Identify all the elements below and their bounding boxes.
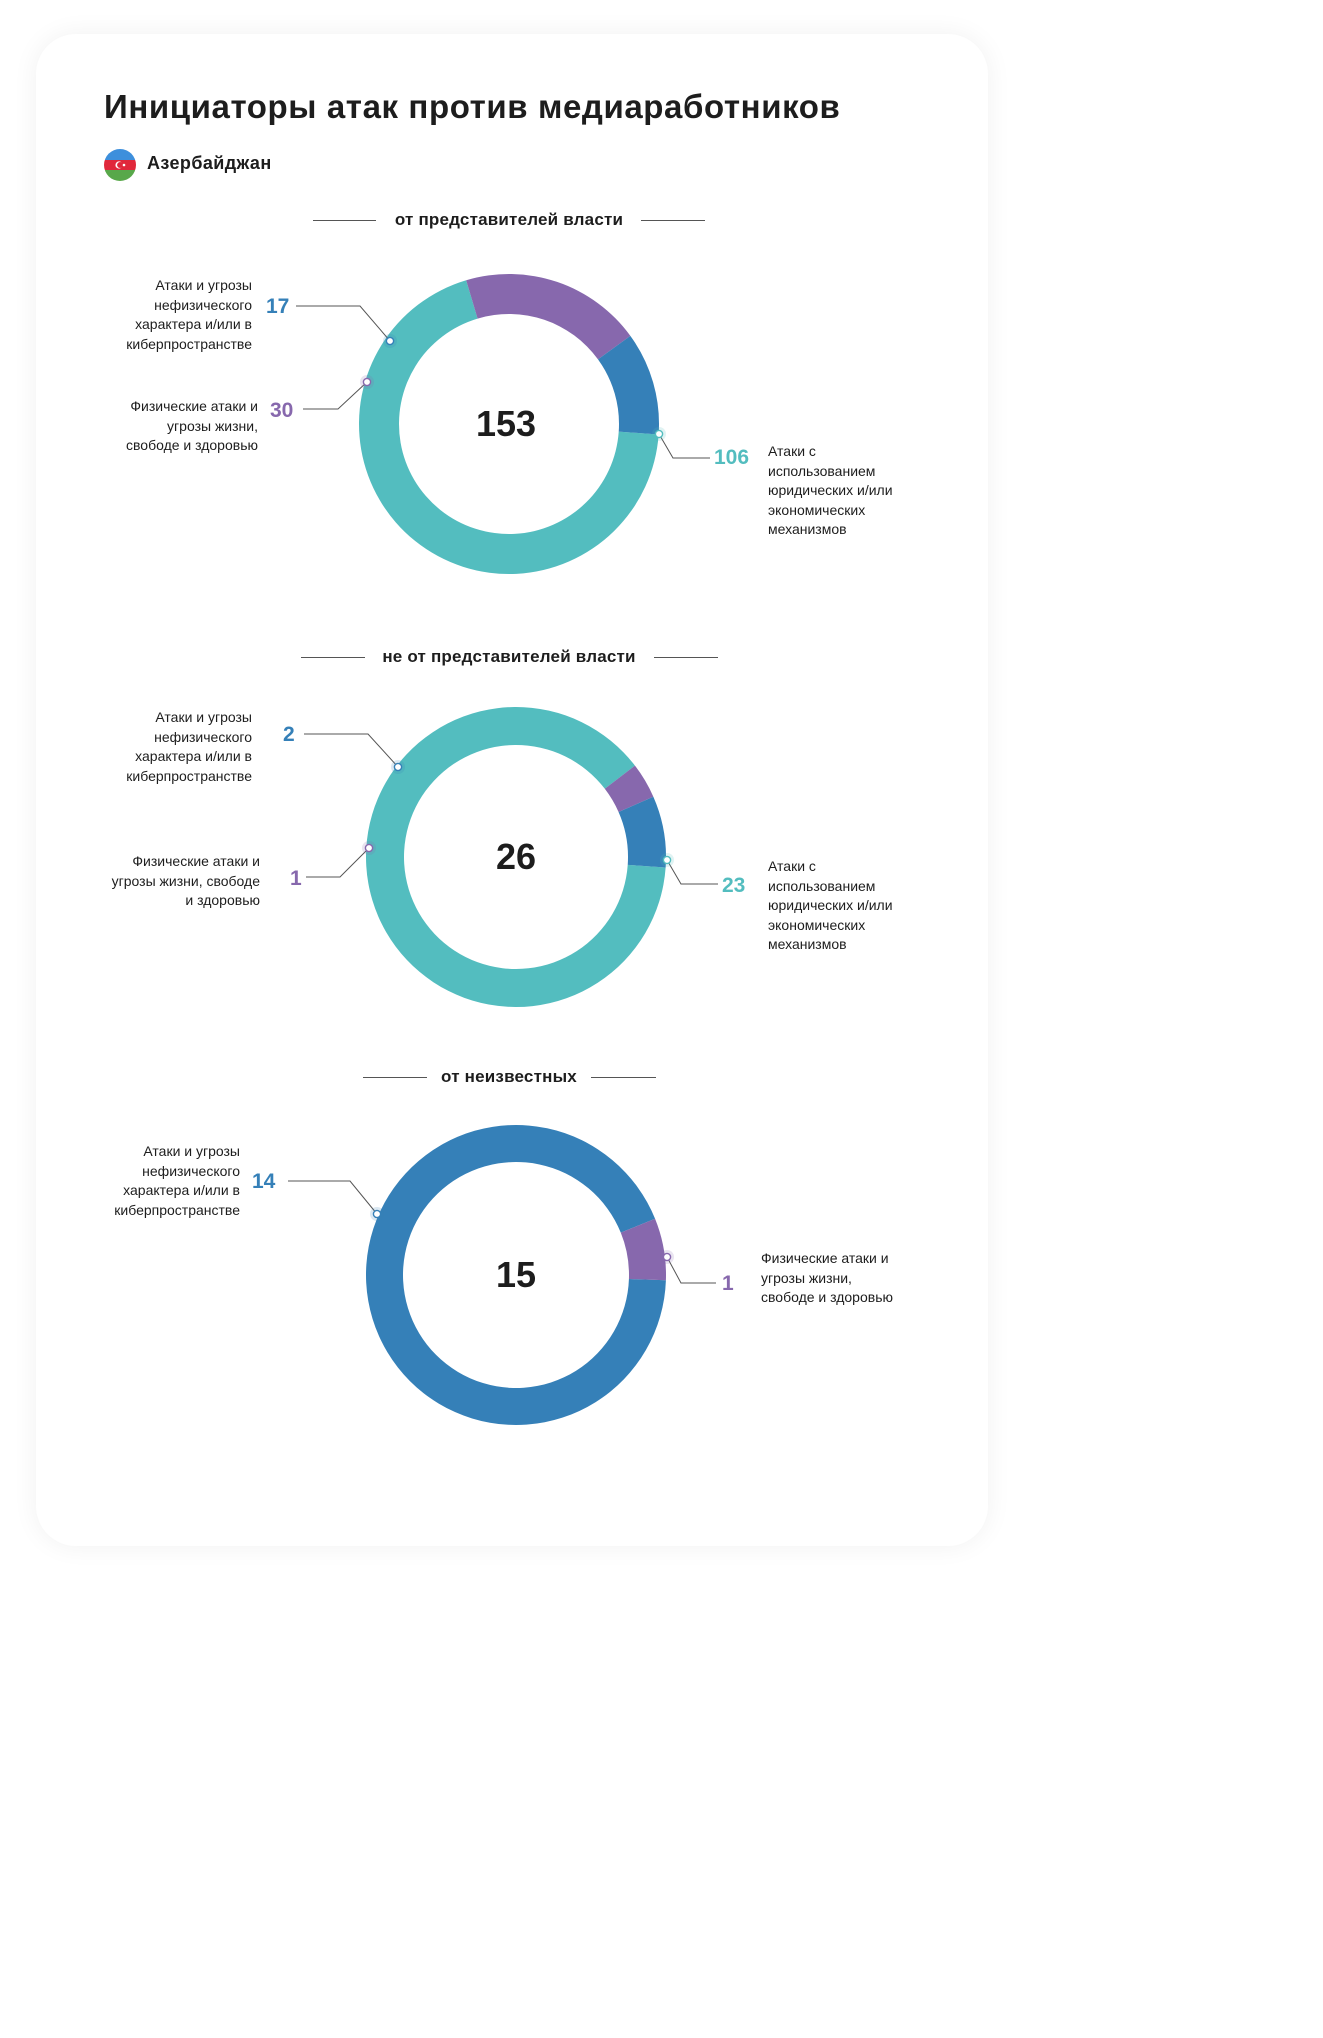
value-non-physical: 2	[283, 723, 295, 746]
marker-dot	[655, 430, 662, 437]
section-title-authorities: от представителей власти	[394, 210, 624, 229]
leader-line	[667, 1257, 716, 1283]
page-title: Инициаторы атак против медиаработников	[104, 88, 841, 125]
label-physical: Физические атаки и угрозы жизни, свободе и здоровью	[761, 1250, 893, 1305]
label-non-physical: Атаки и угрозы нефизического характера и/или в киберпространстве	[114, 1143, 240, 1218]
leader-line	[296, 306, 390, 341]
value-non-physical: 14	[252, 1170, 276, 1193]
value-physical: 1	[290, 867, 302, 890]
label-physical: Физические атаки и угрозы жизни, свободе и здоровью	[111, 853, 260, 908]
value-legal-economic: 106	[714, 446, 750, 469]
label-legal-economic: Атаки с использованием юридических и/или экономических механизмов	[768, 858, 893, 952]
section-title-unknown: от неизвестных	[441, 1067, 577, 1086]
marker-dot	[394, 763, 401, 770]
leader-line	[303, 382, 367, 409]
marker-dot	[373, 1210, 380, 1217]
marker-dot	[386, 337, 393, 344]
value-physical: 1	[722, 1272, 734, 1295]
leader-line	[304, 734, 398, 767]
value-non-physical: 17	[266, 295, 290, 318]
chart-total: 15	[495, 1254, 537, 1295]
leader-line	[306, 848, 369, 877]
leader-line	[667, 860, 718, 884]
value-physical: 30	[270, 399, 294, 422]
leader-line	[288, 1181, 377, 1214]
marker-dot	[663, 1253, 670, 1260]
chart-total: 26	[495, 836, 537, 877]
leader-line	[659, 434, 710, 458]
country-name: Азербайджан	[147, 153, 272, 173]
label-legal-economic: Атаки с использованием юридических и/или экономических механизмов	[768, 443, 893, 537]
chart-total: 153	[475, 403, 537, 444]
label-physical: Физические атаки и угрозы жизни, свободе и здоровью	[126, 398, 258, 453]
marker-dot	[363, 378, 370, 385]
marker-dot	[365, 844, 372, 851]
value-legal-economic: 23	[722, 874, 746, 897]
donut-segment-physical	[466, 274, 630, 359]
label-non-physical: Атаки и угрозы нефизического характера и/или в киберпространстве	[126, 709, 252, 784]
marker-dot	[663, 856, 670, 863]
label-non-physical: Атаки и угрозы нефизического характера и/или в киберпространстве	[126, 277, 252, 352]
section-title-non-authorities: не от представителей власти	[382, 647, 636, 666]
